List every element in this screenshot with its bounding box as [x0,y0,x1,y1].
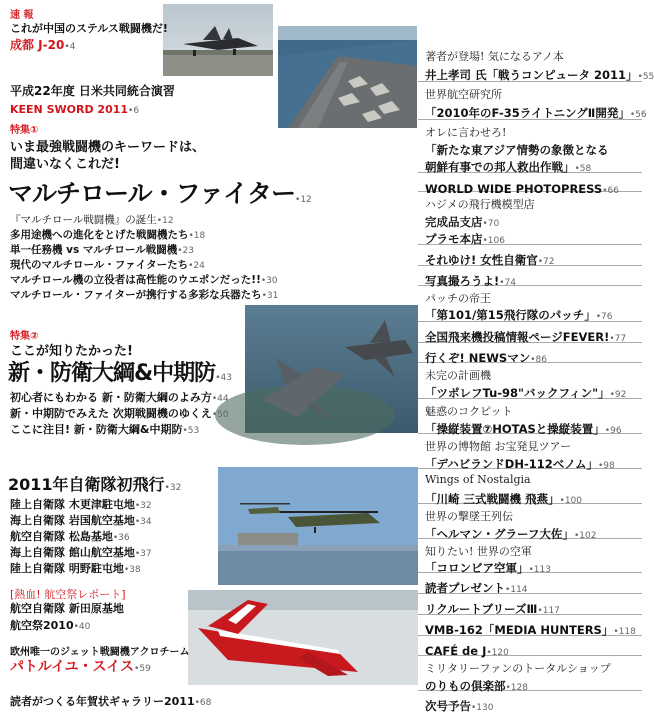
first-flight-item-text: 陸上自衛隊 明野駐屯地 [10,562,124,575]
column-entry-title: 全国飛来機投稿情報ページFEVER! [425,330,610,344]
column-entry-title: VMB-162「MEDIA HUNTERS」 [425,623,614,637]
column-entry-title: CAFÉ de J [425,644,487,658]
swiss-headline-text: パトルイユ・スイス [10,659,135,675]
column-entry[interactable] [425,347,547,366]
first-flight-item-page: •32 [134,501,152,511]
column-entry[interactable] [425,304,612,323]
feature2-item-page: •44 [211,394,229,404]
feature1-headline[interactable] [8,174,312,210]
feature1-lead1: いま最強戦闘機のキーワードは、 [10,140,206,155]
column-kicker: 知りたい! 世界の空軍 [425,545,532,558]
first-flight-item-page: •38 [123,565,141,575]
gallery-text: 読者がつくる年賀状ギャラリー2011 [10,695,195,708]
column-entry[interactable] [425,64,654,83]
feature1-item-text: 現代のマルチロール・ファイターたち [10,259,189,271]
column-entry-title: 「2010年のF-35ライトニングⅡ開発」 [425,106,630,120]
column-entry-page: •130 [471,703,494,713]
chinook-flight-photo [218,467,418,585]
column-entry[interactable] [425,156,591,175]
column-entry-title: 「操縦装置⑦HOTASと操縦装置」 [425,422,605,436]
column-kicker: ミリタリーファンのトータルショップ [425,662,611,675]
gallery-line[interactable] [10,690,211,709]
feature2-headline-page: •43 [215,373,232,383]
column-entry-page: •86 [530,355,547,365]
carrier-deck-photo [278,26,417,128]
feature2-item-text: 新・中期防でみえた 次期戦闘機のゆくえ [10,407,212,420]
feature1-headline-text: マルチロール・ファイター [8,179,296,208]
feature1-item-text: マルチロール機の立役者は高性能のウエポンだった!! [10,274,261,286]
feature1-item-page: •24 [188,261,205,271]
column-entry-page: •76 [595,312,613,322]
column-entry-page: •58 [574,164,592,174]
keen-sword-line [10,98,139,117]
feature1-label: 特集① [10,125,39,136]
column-entry-title: 次号予告 [425,699,471,713]
column-kicker: ハジメの飛行機模型店 [425,198,535,211]
first-flight-item-page: •36 [112,533,130,543]
column-entry-title: 行くぞ! NEWSマン [425,351,531,365]
column-entry[interactable] [425,695,494,714]
column-entry-page: •117 [537,606,560,616]
feature2-item-page: •53 [182,426,200,436]
column-entry[interactable] [425,249,555,268]
column-entry-page: •66 [602,186,619,196]
column-entry[interactable] [425,640,509,659]
airshow-page: •40 [73,622,91,632]
column-entry[interactable] [425,326,626,345]
column-entry-title: 「ヘルマン・グラーフ大佐」 [425,527,574,541]
patrouille-suisse-photo [188,590,418,685]
column-entry-title: 「川崎 三式戦闘機 飛燕」 [425,492,560,506]
column-kicker: オレに言わせろ! [425,126,507,139]
column-kicker: 魅惑のコクピット [425,405,513,418]
keen-sword-title: KEEN SWORD 2011 [10,103,129,116]
feature1-item-page: •18 [188,231,206,241]
column-entry-page: •120 [486,648,509,658]
first-flight-item-text: 海上自衛隊 岩国航空基地 [10,514,135,527]
first-flight-item-text: 陸上自衛隊 木更津駐屯地 [10,498,135,511]
column-entry-title: のりもの倶楽部 [425,679,506,693]
feature2-item-text: 初心者にもわかる 新・防衛大綱のよみ方 [10,391,212,404]
column-entry[interactable] [425,577,528,596]
column-kicker: 著者が登場! 気になるアノ本 [425,50,565,63]
column-entry[interactable] [425,523,596,542]
j20-runway-photo [163,4,273,76]
j20-title[interactable] [10,34,75,53]
column-entry-page: •100 [559,496,583,506]
column-entry-page: •92 [609,390,627,400]
feature2-headline-text: 新・防衛大綱&中期防 [8,361,216,386]
column-kicker: Wings of Nostalgia [425,473,531,486]
column-entry-page: •72 [537,257,555,267]
first-flight-headline-text: 2011年自衛隊初飛行 [8,475,165,494]
column-entry[interactable] [425,418,622,437]
swiss-headline[interactable] [10,656,151,676]
first-flight-item[interactable] [10,557,141,576]
column-entry-page: •74 [499,278,517,288]
gallery-page: •68 [194,698,212,708]
airshow-line2-text: 航空祭2010 [10,619,74,632]
column-entry-title: 「ツポレフTu-98"バックフィン"」 [425,386,610,400]
column-entry-page: •77 [609,334,627,344]
column-kicker: パッチの帝王 [425,292,491,305]
column-entry-page: •118 [613,627,636,637]
column-entry-title: 井上孝司 氏「戦うコンピュータ 2011」 [425,68,638,82]
column-entry-page: •55 [637,72,654,82]
column-entry-page: •128 [505,683,528,693]
column-entry-page: •56 [629,110,647,120]
first-flight-headline-page: •32 [164,483,182,493]
column-entry-page: •96 [604,426,622,436]
column-entry[interactable] [425,557,551,576]
column-entry-title: 読者プレゼント [425,581,506,595]
column-entry[interactable] [425,598,560,617]
feature1-item-page: •30 [260,276,278,286]
feature2-lead: ここが知りたかった! [10,344,133,359]
column-entry-title: それゆけ! 女性自衛官 [425,253,538,267]
j20-page: •4 [64,42,76,52]
swiss-lead: 欧州唯一のジェット戦闘機アクロチーム [10,647,190,658]
feature2-item[interactable] [10,418,199,437]
feature1-item-text: 単一任務機 vs マルチロール戦闘機 [10,244,178,256]
column-entry-title: 「デハビランドDH-112ベノム」 [425,457,598,471]
feature2-label: 特集② [10,331,39,342]
column-entry-page: •98 [597,461,615,471]
column-entry-title: 「新たな東アジア情勢の象徴となる [425,143,609,157]
swiss-page: •59 [134,664,151,674]
column-entry[interactable] [425,453,615,472]
column-entry[interactable] [425,228,505,247]
breaking-label: 速 報 [10,10,34,21]
column-entry-title: WORLD WIDE PHOTOPRESS [425,182,603,196]
column-kicker: 世界の博物館 お宝発見ツアー [425,440,572,453]
feature1-item[interactable] [10,283,278,302]
feature1-item-text: 『マルチロール戦闘機』の誕生 [10,214,157,226]
first-flight-item-text: 航空自衛隊 松島基地 [10,530,113,543]
column-entry[interactable] [425,382,626,401]
column-entry-title: 完成品支店 [425,215,483,229]
first-flight-headline[interactable] [8,472,181,495]
column-entry-page: •106 [482,236,505,246]
breaking-line: これが中国のステルス戦闘機だ! [10,22,168,35]
feature1-item-page: •12 [156,216,174,226]
j20-title-text: 成都 J-20 [10,38,65,52]
feature1-lead2: 間違いなくこれだ! [10,157,120,172]
column-entry[interactable] [425,488,582,507]
column-entry[interactable] [425,619,636,638]
column-kicker: 世界の撃墜王列伝 [425,510,513,523]
column-kicker: 世界航空研究所 [425,88,502,101]
column-entry[interactable] [425,102,647,121]
feature1-item-text: 多用途機への進化をとげた戦闘機たち [10,229,189,241]
column-entry-title: 「コロンビア空軍」 [425,561,529,575]
column-entry-title: 「第101/第15飛行隊のパッチ」 [425,308,596,322]
first-flight-item-page: •34 [134,517,152,527]
feature2-item-page: •50 [211,410,229,420]
column-entry-page: •114 [505,585,528,595]
first-flight-item-page: •37 [134,549,152,559]
first-flight-item-text: 海上自衛隊 館山航空基地 [10,546,135,559]
column-kicker: 未完の計画機 [425,369,491,382]
column-entry-page: •70 [482,219,500,229]
column-entry-title: リクルートブリーズⅢ [425,602,538,616]
exercise-title[interactable]: 平成22年度 日米共同統合演習 [10,84,175,98]
column-entry[interactable] [425,270,516,289]
feature1-item-page: •31 [261,291,279,301]
airshow-line2[interactable] [10,614,90,633]
column-entry-title: 写真撮ろうよ! [425,274,500,288]
f35-formation-photo [245,305,418,433]
column-entry-title: 朝鮮有事での邦人救出作戦」 [425,160,575,174]
airshow-label: [熱血! 航空祭レポート] [10,588,126,601]
column-entry[interactable] [425,178,619,197]
feature2-headline[interactable] [8,356,232,387]
airshow-line1[interactable]: 航空自衛隊 新田原基地 [10,602,124,615]
keen-sword-page: •6 [128,106,140,116]
feature1-item-page: •23 [177,246,194,256]
feature1-headline-page: •12 [295,195,312,205]
column-entry-page: •102 [573,531,597,541]
feature2-item-text: ここに注目! 新・防衛大綱&中期防 [10,423,183,436]
feature1-item-text: マルチロール・ファイターが携行する多彩な兵器たち [10,289,262,301]
column-entry-page: •113 [528,565,551,575]
column-entry-title: プラモ本店 [425,232,483,246]
column-entry[interactable] [425,675,528,694]
